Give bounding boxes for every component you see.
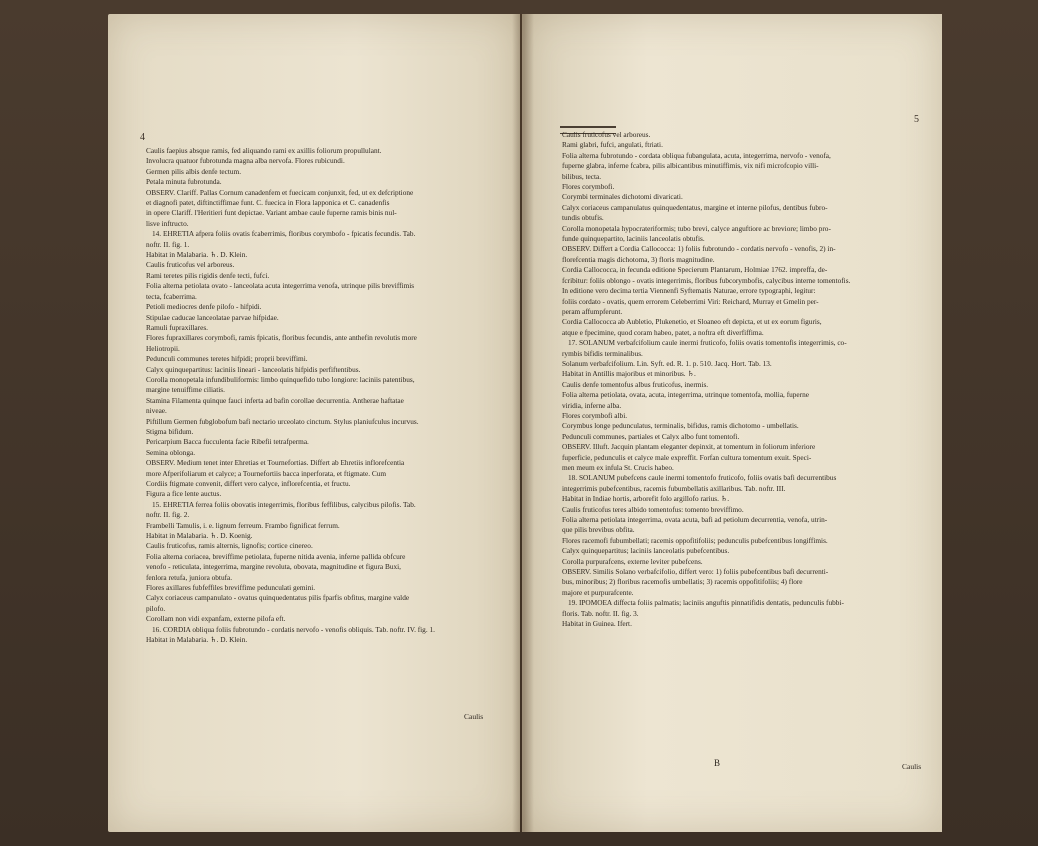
text-line: fuperficie, pedunculis et calyce male expreffit. Forfan cultura tomentum exuit. Speci- — [562, 452, 812, 462]
text-line: pilofo. — [146, 603, 166, 613]
left-page-number: 4 — [140, 132, 145, 143]
text-line: Habitat in Antillis majoribus et minoribus. ♄. — [562, 369, 696, 379]
signature-mark: B — [714, 758, 721, 768]
text-line: 16. CORDIA obliqua foliis fubrotundo - cordatis nervofo - venofis obliquis. Tab. noftr. IV. fig. 1. — [152, 624, 435, 634]
text-line: Germen pilis albis denfe tectum. — [146, 166, 242, 176]
text-line: Habitat in Malabaria. ♄. D. Klein. — [146, 635, 248, 645]
text-line: venofo - reticulata, integerrima, margine revoluta, obovata, magnitudine et figura Buxi, — [146, 562, 401, 572]
text-line: noftr. II. fig. 2. — [146, 510, 190, 520]
text-line: Frambelli Tamulis, i. e. lignum ferreum. Frambo fignificat ferrum. — [146, 520, 340, 530]
text-line: OBSERV. Medium tenet inter Ehretias et Tournefortias. Differt ab Ehretiis inflorefcentia — [146, 458, 405, 468]
left-page — [108, 14, 520, 832]
text-line: lisve inftructo. — [146, 218, 189, 228]
text-line: Habitat in Malabaria. ♄. D. Klein. — [146, 250, 248, 260]
text-line: Caulis denfe tomentofus albus fruticofus, inermis. — [562, 379, 709, 389]
text-line: OBSERV. Differt a Cordia Callococca: 1) foliis fubrotundo - cordatis nervofo - venofis, 2) in- — [562, 244, 836, 254]
text-line: Folia alterna petiolata ovato - lanceolata acuta integerrima venofa, utrinque pilis breviffimis — [146, 281, 415, 291]
text-line: foliis cordato - ovatis, quem errorem Celeberrimi Viri: Reichard, Murray et Gmelin per- — [562, 296, 819, 306]
text-line: Habitat in Malabaria. ♄. D. Koenig. — [146, 531, 253, 541]
text-line: Folia alterna petiolata, ovata, acuta, integerrima, utrinque tomentofa, mollia, fuperne — [562, 390, 809, 400]
text-line: Solanum verbafcifolium. Lin. Syft. ed. R. 1. p. 510. Jacq. Hort. Tab. 13. — [562, 358, 772, 368]
text-line: majore et purpurafcente. — [562, 587, 634, 597]
text-line: noftr. II. fig. 1. — [146, 239, 190, 249]
text-line: 19. IPOMOEA diffecta foliis palmatis; laciniis anguftis pinnatifidis dentatis, pedunculis fubbi- — [568, 598, 844, 608]
text-line: more Afperifoliarum et calyce; a Tournefortiis bacca inperforata, et ftigmate. Cum — [146, 468, 387, 478]
text-line: Rami teretes pilis rigidis denfe tecti, fufci. — [146, 270, 270, 280]
text-line: Semina oblonga. — [146, 447, 196, 457]
text-line: Caulis fruticofus vel arboreus. — [146, 260, 235, 270]
text-line: Corymbus longe pedunculatus, terminalis, bifidus, ramis dichotomo - umbellatis. — [562, 421, 799, 431]
right-catchword: Caulis — [902, 762, 922, 771]
text-line: Corolla monopetala infundibuliformis: limbo quinquefido tubo longiore: laciniis patentibus, — [146, 374, 415, 384]
text-line: fenlora retufa, juniora obtufa. — [146, 572, 233, 582]
text-line: Folia alterna fubrotundo - cordata obliqua fubangulata, acuta, integerrima, nervofo - venofa, — [562, 150, 831, 160]
text-line: et diagnofi patet, diftinctiffimae funt. C. fuecica in Flora lapponica et C. canadenfis — [146, 198, 390, 208]
text-line: Folia alterna petiolata integerrima, ovata acuta, bafi ad petiolum decurrentia, venofa, utrin- — [562, 515, 828, 525]
text-line: Cordia Callococca, in fecunda editione Specierum Plantarum, Holmiae 1762. impreffa, de- — [562, 265, 828, 275]
text-line: Ramuli fupraxillares. — [146, 322, 209, 332]
text-line: Petioli mediocres denfe pilofo - hifpidi. — [146, 302, 262, 312]
text-line: Cordiis ftigmate convenit, differt vero calyce, inflorefcentia, et fructu. — [146, 479, 351, 488]
text-line: viridia, inferne alba. — [562, 400, 622, 410]
text-line: florefcentia magis dichotoma, 3) floris magnitudine. — [562, 254, 715, 264]
text-line: Cordia Callococca ab Aubletio, Plukenetio, et Sloaneo eft depicta, et ut ex eorum figuris, — [562, 317, 822, 327]
text-line: Caulis fruticofus, ramis alternis, lignofis; cortice cinereo. — [146, 541, 313, 551]
text-line: Corolla monopetala hypocrateriformis; tubo brevi, calyce anguftiore ac breviore; limbo pro- — [562, 223, 831, 233]
text-line: 17. SOLANUM verbafcifolium caule inermi fruticofo, foliis ovatis tomentofis integerrimis, co- — [568, 338, 847, 348]
text-line: Piftillum Germen fubglobofum bafi nectario urceolato cinctum. Stylus planiufculus incurvus. — [146, 416, 419, 426]
text-line: Pericarpium Bacca fucculenta facie Ribefii tetrafperma. — [146, 437, 309, 447]
text-line: peram affumpferunt. — [562, 306, 623, 316]
text-line: Corollam non vidi expanfam, externe pilofa eft. — [146, 614, 286, 624]
text-line: integerrimis pubefcentibus, racemis fubumbellatis axillaribus. Tab. noftr. III. — [562, 483, 786, 493]
text-line: atque e fpecimine, quod coram habeo, patet, a noftra eft diverfiffima. — [562, 327, 764, 337]
text-line: fcribitur: foliis oblongo - ovatis integerrimis, floribus fubcorymbofis, calycibus interne tomentofis. — [562, 275, 851, 285]
text-line: Rami glabri, fufci, angulati, ftriati. — [562, 140, 663, 150]
text-line: Petala minuta fubrotunda. — [146, 177, 222, 187]
text-line: Figura a fice lente auctus. — [146, 489, 222, 499]
text-line: tundis obtufis. — [562, 213, 604, 223]
left-catchword: Caulis — [464, 712, 484, 721]
text-line: 15. EHRETIA ferrea foliis obovatis integerrimis, floribus feffilibus, calycibus pilofis. Tab. — [152, 499, 416, 509]
text-line: Habitat in Guinea. Ifert. — [562, 619, 632, 629]
right-page — [522, 14, 942, 832]
text-line: OBSERV. Illuft. Jacquin plantam eleganter depinxit, at tomentum in foliorum inferiore — [562, 442, 816, 452]
text-line: Calyx coriaceus campanulato - ovatus quinquedentatus pilis fparfis obfitus, margine valde — [146, 593, 410, 603]
text-line: Flores corymbofi. — [562, 182, 615, 192]
text-line: Flores corymbofi albi. — [562, 410, 628, 420]
text-line: men meum ex infula St. Crucis habeo. — [562, 463, 674, 472]
text-line: Stigma bifidum. — [146, 426, 194, 436]
text-line: bilibus, tecta. — [562, 171, 602, 181]
right-page-number: 5 — [914, 114, 919, 125]
text-line: Caulis faepius absque ramis, fed aliquando rami ex axillis foliorum propullulant. — [146, 146, 382, 155]
text-line: que pilis brevibus obfita. — [562, 525, 635, 535]
text-line: Flores axillares fubfeffiles breviffime pedunculati gemini. — [146, 583, 316, 593]
text-line: Calyx quinquepartitus: laciniis lineari - lanceolatis hifpidis perfiftentibus. — [146, 364, 361, 374]
text-line: Pedunculi communes teretes hifpidi; proprii breviffimi. — [146, 354, 308, 364]
text-line: Caulis fruticofus teres albido tomentofus: tomento breviffimo. — [562, 504, 744, 514]
text-line: Stipulae caducae lanceolatae parvae hifpidae. — [146, 312, 279, 322]
text-line: Flores racemofi fubumbellati; racemis oppofitifoliis; pedunculis pubefcentibus longiffimis. — [562, 535, 828, 545]
text-line: Corymbi terminales dichotomi divaricati. — [562, 192, 683, 202]
left-page-text — [146, 146, 486, 646]
text-line: Calyx coriaceus campanulatus quinquedentatus, margine et interne pilofus, dentibus fubro- — [562, 202, 828, 212]
text-line: in opere Clariff. l'Heritieri funt depictae. Variant ambae caule fuperne ramis binis nul- — [146, 208, 397, 218]
text-line: In editione vero decima tertia Viennenfi Syftematis Naturae, errore typographi, legitur: — [562, 286, 816, 296]
text-line: Flores fupraxillares corymbofi, ramis fpicatis, floribus fecundis, ante anthefin revolutis more — [146, 333, 417, 343]
text-line: Habitat in Indiae hortis, arborefit folo argillofo rarius. ♄. — [562, 494, 730, 504]
book-gutter — [512, 14, 534, 832]
text-line: fuperne glabra, inferne fcabra, pilis albicantibus minutiffimis, vix nifi microfcopio villi- — [562, 161, 819, 171]
text-line: 18. SOLANUM pubefcens caule inermi tomentofo fruticofo, foliis ovatis bafi decurrentibus — [568, 473, 837, 483]
text-line: floris. Tab. noftr. II. fig. 3. — [562, 608, 639, 618]
right-page-text — [562, 130, 926, 630]
text-line: Stamina Filamenta quinque fauci inferta ad bafin corollae decurrentia. Antherae haftatae — [146, 395, 404, 405]
text-line: niveae. — [146, 406, 167, 416]
text-line: Pedunculi communes, partiales et Calyx albo funt tomentofi. — [562, 431, 740, 441]
text-line: margine tenuiffime ciliatis. — [146, 385, 225, 395]
text-line: funde quinquepartito, laciniis lanceolatis obtufis. — [562, 234, 705, 244]
text-line: Corolla purpurafcens, externe leviter pubefcens. — [562, 556, 703, 566]
text-line: OBSERV. Clariff. Pallas Cornum canadenfem et fuecicam conjunxit, fed, ut ex defcriptione — [146, 187, 414, 197]
text-line: Calyx quinquepartitus; laciniis lanceolatis pubefcentibus. — [562, 546, 730, 556]
text-line: Folia alterna coriacea, breviffime petiolata, fuperne nitida avenia, inferne pallida obfcure — [146, 551, 406, 561]
text-line: tecta, fcaberrima. — [146, 291, 197, 301]
text-line: Caulis fruticofus vel arboreus. — [562, 130, 651, 139]
text-line: bus, minoribus; 2) floribus racemofis umbellatis; 3) racemis oppofitifoliis; 4) flore — [562, 577, 803, 587]
text-line: 14. EHRETIA afpera foliis ovatis fcaberrimis, floribus corymbofo - fpicatis fecundis. Tab. — [152, 229, 416, 239]
text-line: rymbis bifidis terminalibus. — [562, 348, 643, 358]
text-line: Heliotropii. — [146, 343, 180, 353]
text-line: Involucra quatuor fubrotunda magna alba nervofa. Flores rubicundi. — [146, 156, 345, 166]
text-line: OBSERV. Similis Solano verbafcifolio, differt vero: 1) foliis pubefcentibus bafi decurrenti- — [562, 567, 829, 577]
